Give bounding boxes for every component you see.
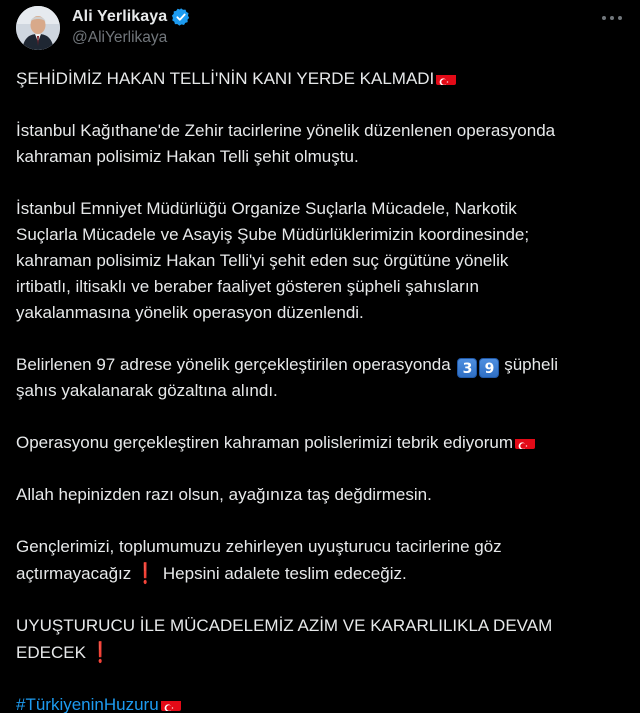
text-line [16,66,628,92]
text-segment: Hepsini adalete teslim edeceğiz. [162,564,407,583]
text-line [16,560,628,587]
turkey-flag-icon [515,435,535,449]
text-line: yakalanmasına yönelik operasyon düzenlendi. [16,303,364,322]
paragraph-1 [16,66,628,92]
keycap-9-icon: 9 [479,358,499,378]
text-line [16,639,628,666]
text-segment: açtırmayacağız [16,564,132,583]
red-exclamation-icon: ❗ [137,561,155,585]
turkey-flag-icon [436,71,456,85]
text-line: UYUŞTURUCU İLE MÜCADELEMİZ AZİM VE KARARLILIKLA DEVAM [16,616,553,635]
paragraph-3 [16,196,628,326]
text-segment: ŞEHİDİMİZ HAKAN TELLİ'NİN KANI YERDE KALMADI [16,69,435,88]
hashtag-paragraph [16,692,628,713]
tweet-header [16,4,624,54]
red-exclamation-icon: ❗ [91,640,110,664]
name-row [72,6,191,28]
paragraph-8 [16,613,628,666]
more-options-icon[interactable] [600,8,624,28]
text-line: irtibatlı, iltisaklı ve beraber faaliyet gösteren şüpheli şahısların [16,277,480,296]
text-line [16,352,628,378]
paragraph-4 [16,352,628,404]
text-line [16,692,628,713]
paragraph-2 [16,118,628,170]
text-line: şahıs yakalanarak gözaltına alındı. [16,381,278,400]
text-line: Allah hepinizden razı olsun, ayağınıza taş değdirmesin. [16,485,432,504]
author-names [72,6,191,47]
text-segment: Belirlenen 97 adrese yönelik gerçekleştirilen operasyonda [16,355,451,374]
text-line [16,430,628,456]
display-name[interactable]: Ali Yerlikaya [72,8,168,25]
text-line: kahraman polisimiz Hakan Telli'yi şehit eden suç örgütüne yönelik [16,251,509,270]
text-segment: şüpheli [504,355,559,374]
turkey-flag-icon [161,697,181,711]
text-segment: Operasyonu gerçekleştiren kahraman polislerimizi tebrik ediyorum [16,433,513,452]
paragraph-5 [16,430,628,456]
text-line: kahraman polisimiz Hakan Telli şehit olmuştu. [16,147,359,166]
keycap-3-icon: 3 [457,358,477,378]
handle[interactable]: @AliYerlikaya [72,29,168,46]
text-line: Suçlarla Mücadele ve Asayiş Şube Müdürlüklerimizin koordinesinde; [16,225,530,244]
avatar[interactable] [16,6,60,50]
avatar-image [16,6,60,50]
text-line: İstanbul Emniyet Müdürlüğü Organize Suçlarla Mücadele, Narkotik [16,199,517,218]
text-line: İstanbul Kağıthane'de Zehir tacirlerine yönelik düzenlenen operasyonda [16,121,556,140]
verified-badge-icon [171,7,191,27]
tweet-text [16,66,628,713]
paragraph-6 [16,482,628,508]
paragraph-7 [16,534,628,587]
text-segment: EDECEK [16,643,86,662]
text-line: Gençlerimizi, toplumumuzu zehirleyen uyuşturucu tacirlerine göz [16,537,502,556]
hashtag-link[interactable]: #TürkiyeninHuzuru [16,695,159,713]
